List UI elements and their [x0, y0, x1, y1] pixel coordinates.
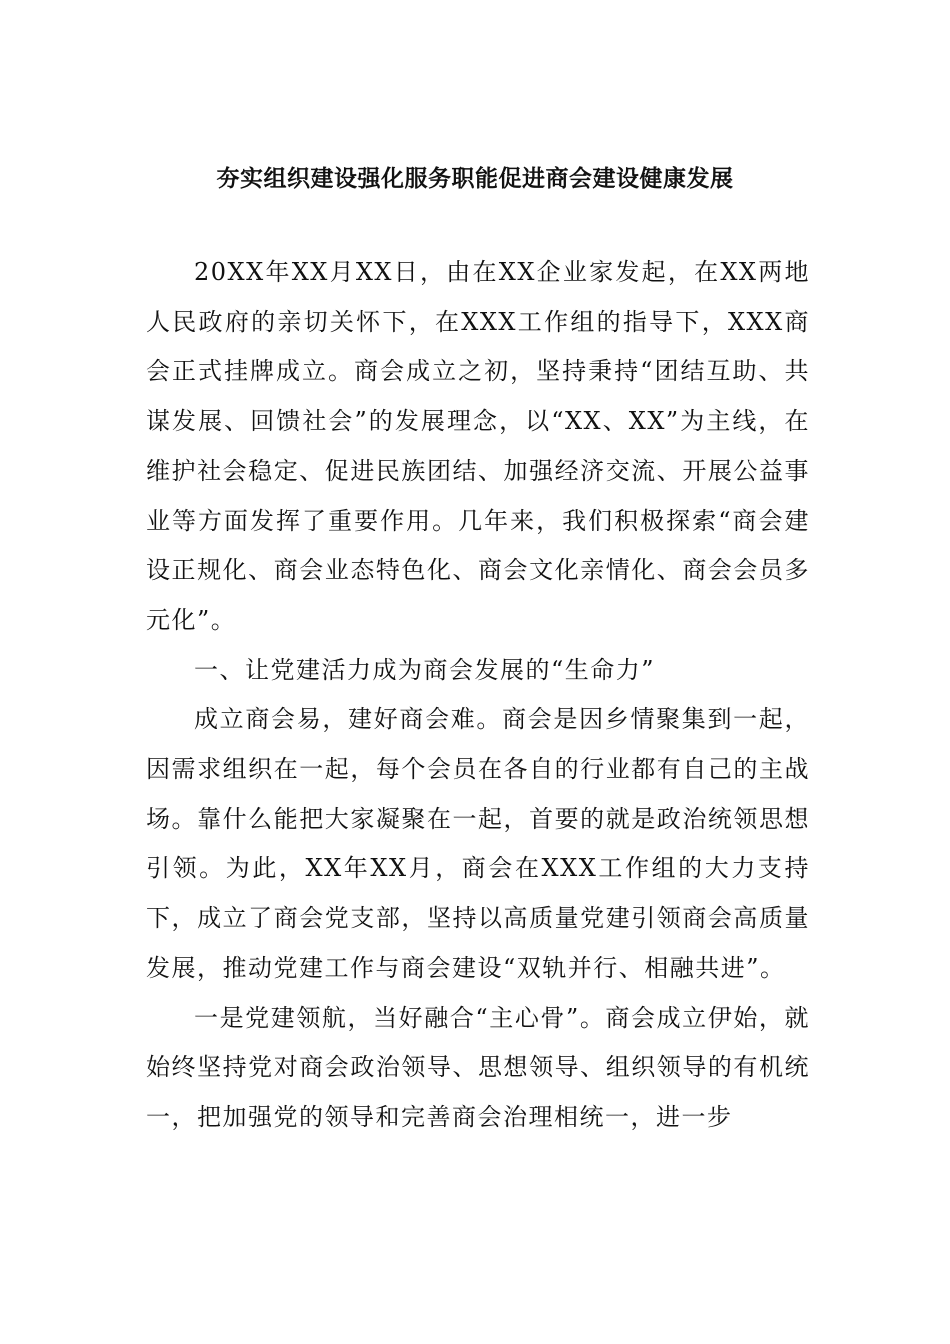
- document-title: 夯实组织建设强化服务职能促进商会建设健康发展: [216, 165, 734, 192]
- paragraph: 成立商会易，建好商会难。商会是因乡情聚集到一起，因需求组织在一起，每个会员在各自的行业都有自己的主战场。靠什么能把大家凝聚在一起，首要的就是政治统领思想引领。为此，XX年XX月，商会在XXX工作组的大力支持下，成立了商会党支部，坚持以高质量党建引领商会高质量发展，推动党建工作与商会建设“双轨并行、相融共进”。: [146, 705, 810, 982]
- document-body: [146, 248, 810, 1143]
- paragraph: 一是党建领航，当好融合“主心骨”。商会成立伊始，就始终坚持党对商会政治领导、思想领导、组织领导的有机统一，把加强党的领导和完善商会治理相统一，进一步: [146, 1003, 810, 1131]
- paragraph: 20XX年XX月XX日，由在XX企业家发起，在XX两地人民政府的亲切关怀下，在XXX工作组的指导下，XXX商会正式挂牌成立。商会成立之初，坚持秉持“团结互助、共谋发展、回馈社会”的发展理念，以“XX、XX”为主线，在维护社会稳定、促进民族团结、加强经济交流、开展公益事业等方面发挥了重要作用。几年来，我们积极探索“商会建设正规化、商会业态特色化、商会文化亲情化、商会会员多元化”。: [146, 258, 810, 634]
- section-heading: 一、让党建活力成为商会发展的“生命力”: [194, 655, 656, 684]
